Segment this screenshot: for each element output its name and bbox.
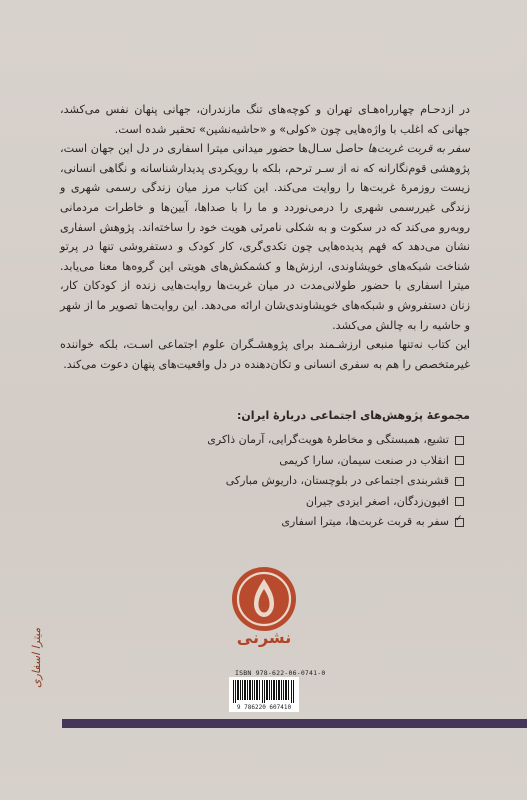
blurb-paragraph-1: در ازدحـام چهارراه‌هـای تهران و کوچه‌های تنگ مازندران، جهانی پنهان نفس می‌کشد، جهانی که اغلب با واژه‌هایی چون «کولی» و «حاشیه‌نشین» تحقیر شده است. (60, 103, 470, 136)
series-item (60, 471, 464, 492)
checkbox-icon (455, 497, 464, 506)
series-list (60, 409, 470, 533)
book-title-inline: سفر به قربت غربت‌ها (367, 142, 470, 156)
series-item-label: قشربندی اجتماعی در بلوچستان، داریوش مبارکی (225, 474, 449, 487)
series-item-label: تشیع، همبستگی و مخاطرهٔ هویت‌گرایی، آرمان ذاکری (207, 433, 449, 446)
publisher-name: نشرنی (236, 628, 292, 647)
series-item-label: سفر به قربت غربت‌ها، میترا اسفاری (281, 515, 449, 528)
author-signature: میترا اسفاری (30, 627, 43, 688)
drop-in-circle-icon (232, 567, 296, 631)
series-item-label: انقلاب در صنعت سیمان، سارا کریمی (279, 453, 449, 467)
series-item (60, 492, 464, 513)
series-item-label: افیون‌زدگان، اصغر ایزدی جیران (305, 494, 449, 508)
barcode-bars (233, 680, 295, 703)
series-item (60, 451, 464, 472)
barcode-digits: 9 786220 607410 (236, 704, 292, 711)
series-item (60, 512, 464, 533)
checkbox-icon (455, 436, 464, 445)
series-item (60, 430, 464, 451)
bottom-stripe (62, 719, 527, 728)
checked-checkbox-icon (455, 518, 464, 527)
publisher-logo (232, 567, 296, 631)
blurb-paragraph-2 (60, 139, 470, 335)
barcode (229, 677, 299, 712)
blurb-paragraph-3: این کتاب نه‌تنها منبعی ارزشـمند برای پژوهشـگران علوم اجتماعی اسـت، بلکه خواننده غیرمتخصص را هم به سفری انسانی و تکان‌دهنده در دل واقعیت‌های پنهان دعوت می‌کند. (60, 338, 470, 371)
blurb-text (60, 100, 470, 374)
checkbox-icon (455, 456, 464, 465)
checkbox-icon (455, 477, 464, 486)
blurb-paragraph-2-body: حاصل سـال‌ها حضور میدانی میترا اسفاری در دل این جهان است، پژوهشی قوم‌نگارانه که نه از سـر ترحم، بلکه با رویکردی پدیدارشناسانه و نگاهی انسانی، زیست روزمرهٔ غربت‌ها را روایت می‌کند. این کتاب مرز میان زندگی رسمی شهری و زندگی غیررسمی شهری را درمی‌نوردد و ما را با صداها، آیین‌ها و خاطرات مردمانی روبه‌رو می‌کند که در سکوت و به شکلی نامرئی هویت خود را ساخته‌اند. پژوهش اسفاری نشان می‌دهد که فهم پدیده‌هایی چون تکدی‌گری، کار کودک و دستفروشی تنها در پرتو شناخت شبکه‌های خویشاوندی، ارزش‌ها و کشمکش‌های هویتی این گروه‌ها معنا می‌یابد. میترا اسفاری با حضور طولانی‌مدت در میان غربت‌ها روایت‌هایی زنده از کودکان کار، زنان دستفروش و شبکه‌های خویشاوندی‌شان ارائه می‌دهد. این روایت‌ها تصویر ما از شهر و حاشیه را به چالش می‌کشد. (60, 142, 470, 332)
series-title: مجموعهٔ پژوهش‌های اجتماعی دربارهٔ ایران: (236, 409, 470, 422)
isbn-label: ISBN 978-622-06-0741-0 (235, 669, 326, 677)
series-items (60, 430, 470, 533)
